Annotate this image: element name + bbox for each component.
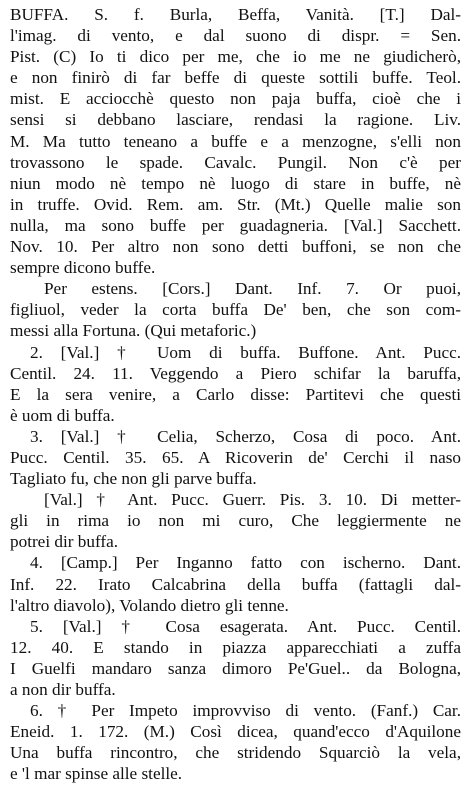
sense-line: Una buffa rincontro, che stridendo Squarciò la vela, <box>10 743 461 763</box>
sense-line: 3. [Val.] † Celia, Scherzo, Cosa di poco. Ant. <box>30 426 461 446</box>
sense-line: potrei dir buffa. <box>10 532 119 552</box>
sense-line: I Guelfi mandaro sanza dimoro Pe'Guel.. da Bologna, <box>10 658 461 678</box>
sense-6 <box>10 700 461 784</box>
sense-line: Pucc. Centil. 35. 65. A Ricoverin de' Cerchi il naso <box>10 447 461 467</box>
sense-line: messi alla Fortuna. (Qui metaforic.) <box>10 321 257 341</box>
entry-line: trovassono le spade. Cavalc. Pungil. Non c'è per <box>10 152 461 172</box>
sense-line: a non dir buffa. <box>10 680 116 699</box>
sense-3 <box>10 426 461 489</box>
sense-2 <box>10 342 461 426</box>
sense-line: 4. [Camp.] Per Inganno fatto con ischerno. Dant. <box>30 553 461 573</box>
sense-line: è uom di buffa. <box>10 405 115 425</box>
sense-per-estens <box>10 278 461 341</box>
entry-line: sensi si debbano lasciare, rendasi la ragione. Liv. <box>10 110 461 130</box>
entry-line: in truffe. Ovid. Rem. am. Str. (Mt.) Quelle malie son <box>10 194 461 214</box>
sense-line: 6. † Per Impeto improvviso di vento. (Fanf.) Car. <box>30 701 461 721</box>
entry-line: e non finirò di far beffe di queste sottili buffe. Teol. <box>10 68 461 88</box>
sense-5 <box>10 616 461 700</box>
entry-buffa <box>10 4 461 278</box>
sense-line: 2. [Val.] † Uom di buffa. Buffone. Ant. Pucc. <box>30 342 461 362</box>
sense-line: Tagliato fu, che non gli parve buffa. <box>10 469 257 489</box>
entry-line: sempre dicono buffe. <box>10 258 156 278</box>
sense-line: Centil. 24. 11. Veggendo a Piero schifar la baruffa, <box>10 363 461 383</box>
entry-line: nulla, ma sono buffe per guadagneria. [Val.] Sacchett. <box>10 215 461 235</box>
entry-line: niun modo nè tempo nè luogo di stare in buffe, nè <box>10 173 461 193</box>
sense-line: e 'l mar spinse alle stelle. <box>10 764 183 784</box>
sense-4 <box>10 552 461 615</box>
sense-line: Eneid. 1. 172. (M.) Così dicea, quand'ecco d'Aquilone <box>10 722 461 742</box>
sense-3-sub <box>10 489 461 552</box>
sense-line: E la sera venire, a Carlo disse: Partitevi che questi <box>10 384 461 404</box>
sense-line: Per estens. [Cors.] Dant. Inf. 7. Or puoi, <box>44 279 461 299</box>
entry-line: BUFFA. S. f. Burla, Beffa, Vanità. [T.] Dal- <box>10 5 461 24</box>
entry-line: l'imag. di vento, e dal suono di dispr. = Sen. <box>10 26 461 46</box>
sense-line: 12. 40. E stando in piazza apparecchiati a zuffa <box>10 637 461 657</box>
entry-line: mist. E acciocchè questo non paja buffa, cioè che i <box>10 89 461 109</box>
sense-line: figliuol, veder la corta buffa De' ben, che son com- <box>10 300 461 320</box>
sense-line: [Val.] † Ant. Pucc. Guerr. Pis. 3. 10. Di metter- <box>44 490 461 510</box>
entry-line: M. Ma tutto teneano a buffe e a menzogne, s'elli non <box>10 131 461 151</box>
sense-line: Inf. 22. Irato Calcabrina della buffa (fattagli dal- <box>10 574 461 594</box>
entry-line: Nov. 10. Per altro non sono detti buffoni, se non che <box>10 237 461 257</box>
sense-line: l'altro diavolo), Volando dietro gli tenne. <box>10 595 289 615</box>
sense-line: gli in rima io non mi curo, Che leggiermente ne <box>10 511 461 531</box>
sense-line: 5. [Val.] † Cosa esagerata. Ant. Pucc. Centil. <box>30 616 461 636</box>
entry-line: Pist. (C) Io ti dico per me, che io me ne giudicherò, <box>10 47 461 67</box>
